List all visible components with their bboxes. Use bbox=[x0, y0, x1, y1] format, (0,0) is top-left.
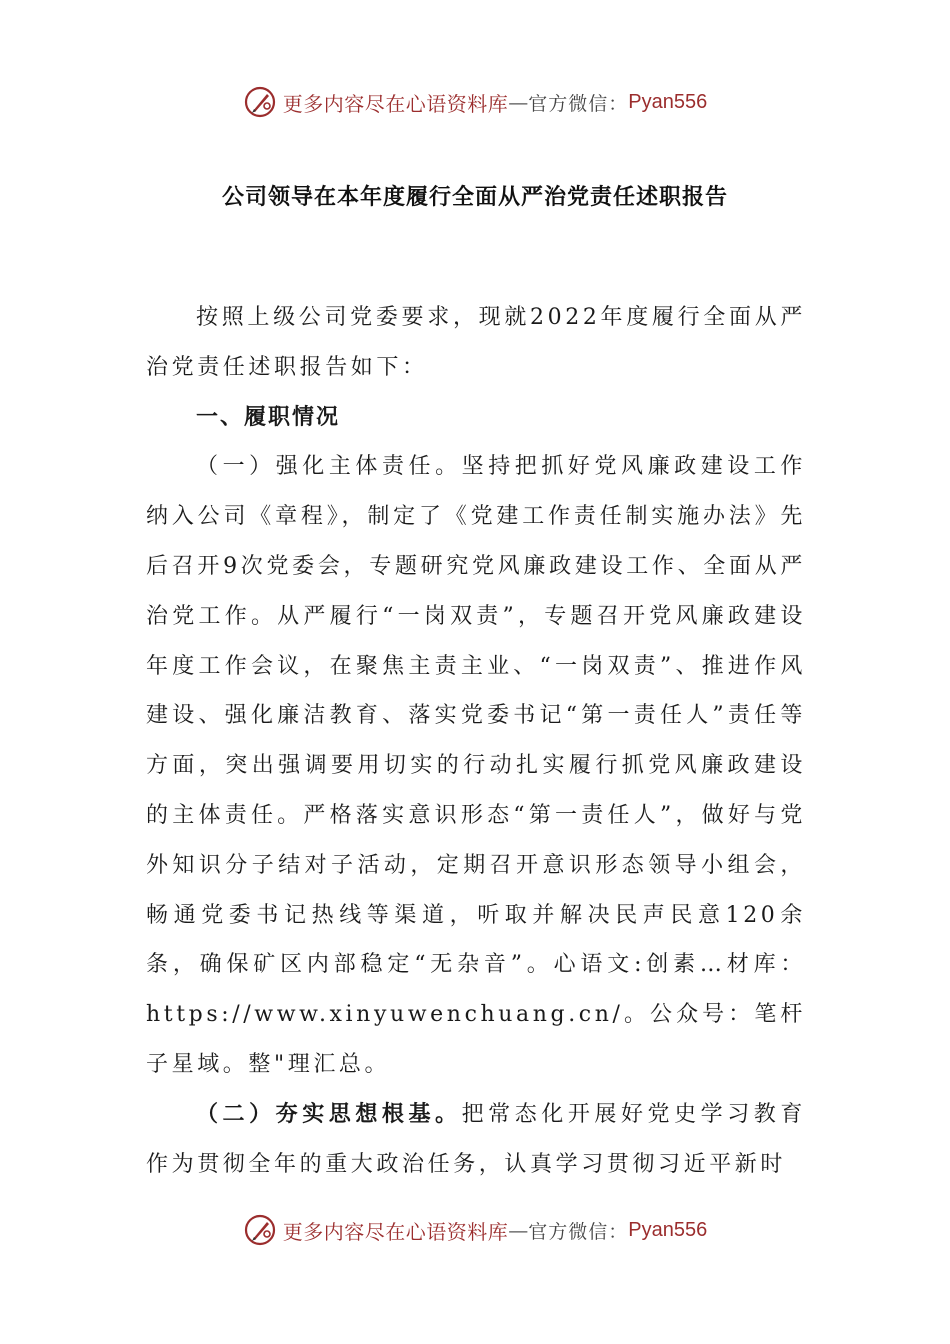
banner-wechat-label: 官方微信： bbox=[528, 1220, 629, 1243]
paragraph-rest-text: 把常态化开展好党史学习教育作为贯彻全年的重大政治任务，认真学习贯彻习近平新时 bbox=[146, 1101, 806, 1177]
banner-library-text: 更多内容尽在心语资料库 bbox=[282, 91, 509, 116]
quill-logo-icon bbox=[243, 1213, 277, 1247]
banner-library-text: 更多内容尽在心语资料库 bbox=[282, 1219, 509, 1244]
banner-wechat-label: 官方微信： bbox=[528, 92, 629, 115]
banner-wechat-id: Pyan556 bbox=[628, 1218, 708, 1241]
intro-paragraph: 按照上级公司党委要求，现就2022年度履行全面从严治党责任述职报告如下： bbox=[146, 305, 806, 380]
watermark-banner-top bbox=[0, 82, 950, 122]
banner-dash: — bbox=[508, 1218, 529, 1242]
section-heading-performance: 一、履职情况 bbox=[196, 404, 341, 430]
banner-dash: — bbox=[508, 90, 529, 114]
banner-wechat-id: Pyan556 bbox=[628, 90, 708, 113]
paragraph-main-responsibility: （一）强化主体责任。坚持把抓好党风廉政建设工作纳入公司《章程》，制定了《党建工作责任制实施办法》先后召开9次党委会，专题研究党风廉政建设工作、全面从严治党工作。从严履行“一岗双责”，专题召开党风廉政建设年度工作会议，在聚焦主责主业、“一岗双责”、推进作风建设、强化廉洁教育、落实党委书记“第一责任人”责任等方面，突出强调要用切实的行动扎实履行抓党风廉政建设的主体责任。严格落实意识形态“第一责任人”，做好与党外知识分子结对子活动，定期召开意识形态领导小组会，畅通党委书记热线等渠道，听取并解决民声民意120余条，确保矿区内部稳定“无杂音”。心语文:创素…材库：https://www.xinyuwenchuang.cn/。公众号：笔杆子星域。整"理汇总。 bbox=[146, 454, 806, 1077]
paragraph-lead-bold: （二）夯实思想根基。 bbox=[196, 1101, 462, 1127]
document-body bbox=[146, 293, 806, 1189]
document-title: 公司领导在本年度履行全面从严治党责任述职报告 bbox=[221, 185, 728, 210]
quill-logo-icon bbox=[243, 85, 277, 119]
paragraph-ideological-foundation bbox=[146, 1090, 806, 1190]
watermark-banner-bottom bbox=[0, 1210, 950, 1250]
